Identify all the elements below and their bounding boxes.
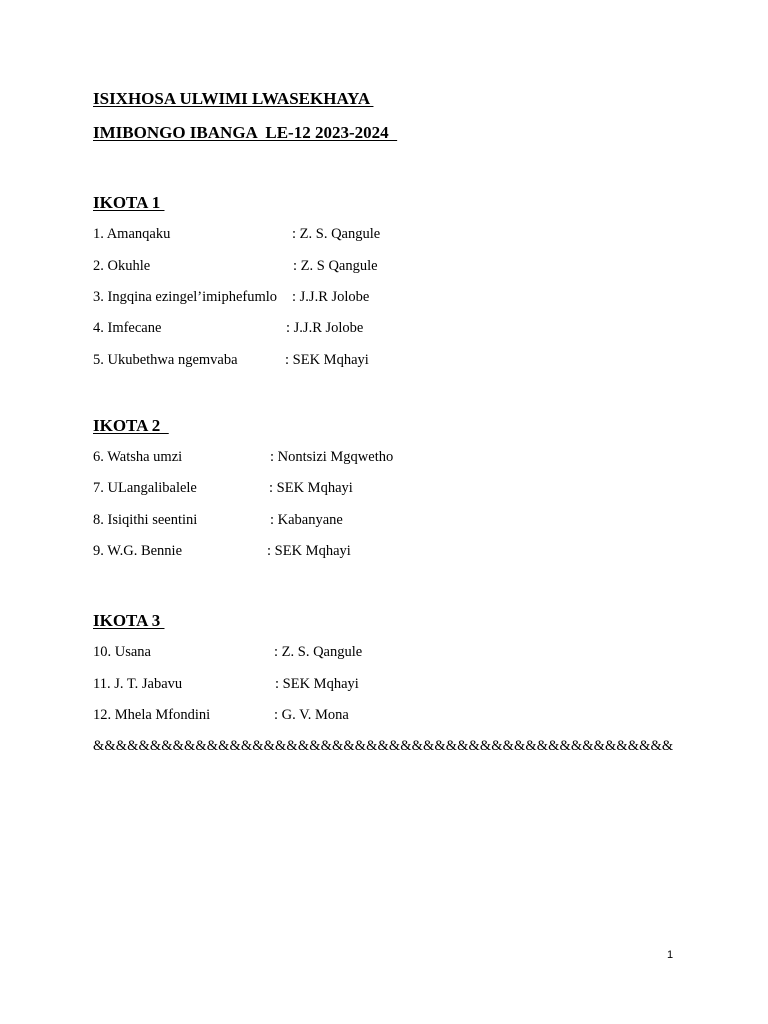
poem-title: 3. Ingqina ezingel’imiphefumlo (93, 289, 278, 305)
poem-title: 1. Amanqaku (93, 226, 171, 242)
document-title: ISIXHOSA ULWIMI LWASEKHAYA (93, 89, 374, 108)
poem-author: : J.J.R Jolobe (286, 320, 364, 336)
poem-author: : SEK Mqhayi (267, 543, 351, 559)
poem-title: 9. W.G. Bennie (93, 543, 183, 559)
poem-author: : Z. S. Qangule (292, 226, 381, 242)
poem-author: : SEK Mqhayi (269, 480, 353, 496)
poem-title: 6. Watsha umzi (93, 449, 183, 465)
section-heading-ikota-3: IKOTA 3 (93, 611, 165, 630)
ampersand-separator: &&&&&&&&&&&&&&&&&&&&&&&&&&&&&&&&&&&&&&&&&&&&&&&&&&& (93, 738, 674, 754)
poem-author: : J.J.R Jolobe (292, 289, 370, 305)
section-heading-ikota-2: IKOTA 2 (93, 416, 169, 435)
poem-title: 8. Isiqithi seentini (93, 512, 198, 528)
poem-title: 7. ULangalibalele (93, 480, 197, 496)
document-subtitle: IMIBONGO IBANGA LE-12 2023-2024 (93, 123, 398, 142)
poem-author: : Z. S. Qangule (274, 644, 363, 660)
poem-title: 12. Mhela Mfondini (93, 707, 211, 723)
poem-author: : G. V. Mona (274, 707, 349, 723)
page-number: 1 (667, 949, 674, 961)
poem-title: 4. Imfecane (93, 320, 162, 336)
poem-author: : Kabanyane (270, 512, 343, 528)
section-heading-ikota-1: IKOTA 1 (93, 193, 165, 212)
poem-title: 2. Okuhle (93, 258, 151, 274)
poem-author: : Nontsizi Mgqwetho (270, 449, 394, 465)
poem-title: 10. Usana (93, 644, 151, 660)
poem-author: : SEK Mqhayi (275, 676, 359, 692)
poem-title: 11. J. T. Jabavu (93, 676, 183, 692)
poem-author: : Z. S Qangule (293, 258, 378, 274)
poem-author: : SEK Mqhayi (285, 352, 369, 368)
poem-title: 5. Ukubethwa ngemvaba (93, 352, 238, 368)
